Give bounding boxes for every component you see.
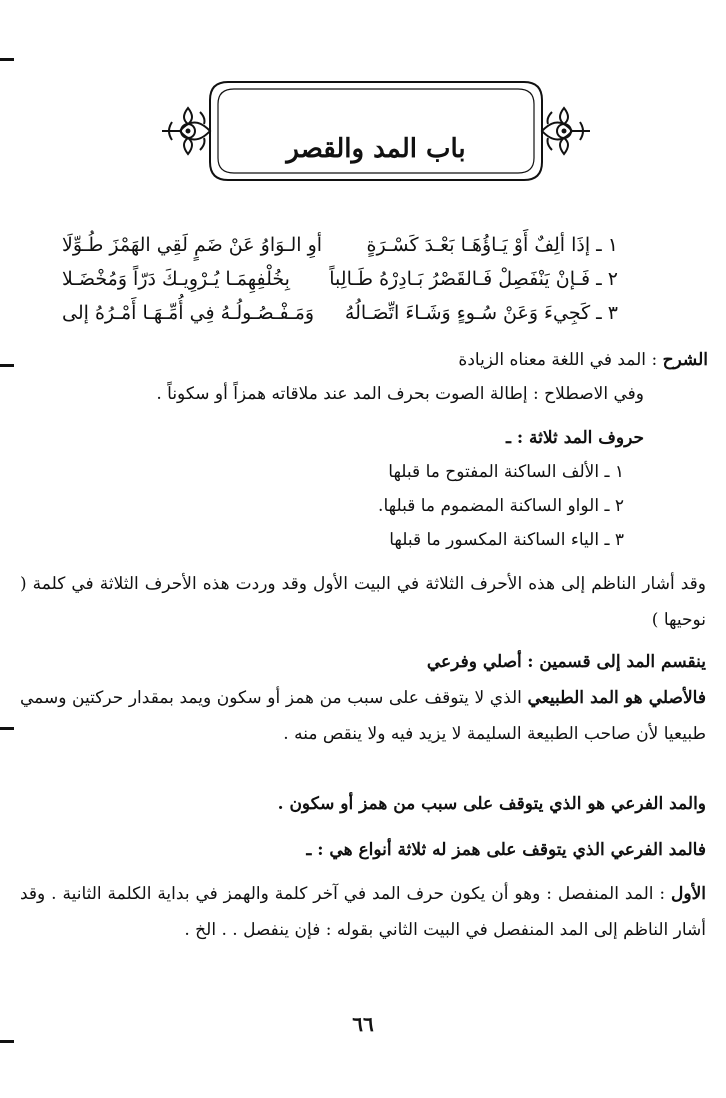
poem-verses [62, 228, 618, 330]
sharh-istilah: وفي الاصطلاح : إطالة الصوت بحرف المد عند ملاقاته همزاً أو سكوناً . [156, 384, 644, 404]
sharh-label: الشرح [662, 350, 708, 370]
verse-first-hemistich: ٣ ـ كَجِيءَ وَعَنْ سُـوءٍ وَشَـاءَ اتِّصَـالُهُ [344, 302, 618, 324]
verse-second-hemistich: وَمَـفْـصُـولُـهُ فِي أُمِّـهَـا أَمْـرُهُ إلى [62, 302, 315, 324]
page-number: ٦٦ [352, 1012, 374, 1036]
division-types: أصلي وفرعي [426, 652, 522, 672]
letters-heading: حروف المد ثلاثة : ـ [505, 428, 644, 448]
verse-first-hemistich: ٢ ـ فَـإنْ يَنْفَصِلْ فَـالقَصْرُ بَـادِرْهُ طَـالِباً [329, 268, 618, 290]
scan-edge-mark [0, 58, 14, 61]
sharh-line [78, 350, 708, 370]
scan-edge-mark [0, 364, 14, 367]
nazim-note-paragraph: وقد أشار الناظم إلى هذه الأحرف الثلاثة في البيت الأول وقد وردت هذه الأحرف الثلاثة في كلمة ( نوحيها ) [20, 574, 706, 630]
first-type-paragraph [20, 876, 706, 948]
asli-definition: الذي لا يتوقف على سبب من همز أو سكون ويمد بمقدار حركتين وسمي طبيعيا لأن صاحب الطبيعة السليمة لا يزيد فيه ولا ينقص منه . [20, 688, 706, 744]
chapter-header-frame [158, 74, 594, 188]
first-type-definition: : المد المنفصل : وهو أن يكون حرف المد في آخر كلمة والهمز في بداية الكلمة الثانية . وقد أشار الناظم إلى المد المنفصل في البيت الثاني بقوله : فإن ينفصل . . الخ . [20, 884, 706, 940]
verse-first-hemistich: ١ ـ إذَا ألِفٌ أَوْ يَـاؤُهَـا بَعْـدَ كَسْـرَةٍ [366, 234, 618, 256]
verse-second-hemistich: بِخُلْفِهِمَـا يُـرْوِيـكَ دَرّاً وَمُخْضَـلا [62, 268, 290, 290]
division-line [20, 652, 706, 672]
letter-item: ٢ ـ الواو الساكنة المضموم ما قبلها. [378, 496, 624, 516]
verse-second-hemistich: أوِ الـوَاوُ عَنْ ضَمٍ لَقِي الهَمْزَ طُـوِّلَا [62, 234, 323, 256]
scan-edge-mark [0, 727, 14, 730]
far-i-types: فالمد الفرعي الذي يتوقف على همز له ثلاثة أنواع هي : ـ [306, 840, 706, 860]
letter-item: ٣ ـ الياء الساكنة المكسور ما قبلها [389, 530, 624, 550]
letter-item: ١ ـ الألف الساكنة المفتوح ما قبلها [388, 462, 624, 482]
asli-paragraph [20, 680, 706, 752]
sharh-lughah: المد في اللغة معناه الزيادة [458, 350, 647, 370]
chapter-title: باب المد والقصر [286, 134, 466, 164]
verse-row [62, 296, 618, 330]
ornament-frame-icon [158, 74, 594, 188]
first-type-label: الأول [671, 884, 706, 904]
far-i-definition: والمد الفرعي هو الذي يتوقف على سبب من همز أو سكون . [277, 794, 706, 814]
sharh-colon: : [651, 350, 658, 370]
asli-term: فالأصلي هو المد الطبيعي [527, 688, 706, 708]
verse-row [62, 262, 618, 296]
verse-row [62, 228, 618, 262]
scan-edge-mark [0, 1040, 14, 1043]
division-lead: ينقسم المد إلى قسمين : [527, 652, 706, 672]
